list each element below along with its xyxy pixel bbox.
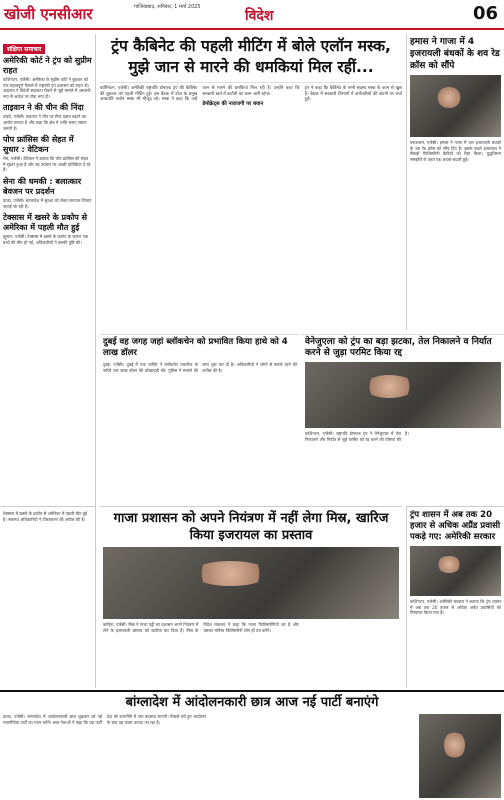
bangladesh-row [3, 714, 501, 798]
lead-body: वाशिंगटन, एजेंसी। अमेरिकी राष्ट्रपति डोनाल्ड ट्रंप की कैबिनेट की बुधवार को पहली मीटिंग हुई। इस बैठक में डोज के प्रमुख अरबपति एलॉन मस्क भी मौजूद रहे। मस्क ने कहा कि उन्हें जान से मारने की धमकियां मिल रही हैं। उन्होंने कहा कि सरकारी खर्च में कटौती का काम जारी रहेगा। [100, 86, 300, 103]
brief-body: ताइपे, एजेंसी। ताइवान ने चीन पर सैन्य दबाव बढ़ाने का आरोप लगाया है और कहा कि क्षेत्र में शांति बनाए रखना जरूरी है। [3, 114, 87, 131]
deportation-photo [410, 546, 501, 596]
newspaper-logo: खोजी एनसीआर [4, 5, 93, 23]
dubai-headline: दुबई वह जगह जहां ब्लॉकचेन को प्रभावित किया हाथे को 4 लाख डॉलर [103, 337, 288, 358]
deportation-headline: ट्रंप शासन में अब तक 20 हजार से अधिक अप्रैंड प्रवासी पकड़े गए: अमेरिकी सरकार [410, 510, 501, 542]
hamas-story [406, 34, 504, 330]
lead-story [100, 34, 402, 334]
gaza-story [100, 506, 402, 688]
brief-item [3, 177, 92, 209]
section-label: विदेश [245, 8, 274, 24]
brief-headline: अमेरिकी कोर्ट ने ट्रंप को सुप्रीम राहत [3, 56, 92, 75]
bangladesh-story [0, 690, 504, 800]
hamas-headline: हमास ने गाजा में 4 इजरायली बंधकों के शव रेड क्रॉस को सौंपे [410, 37, 500, 71]
student-leader-photo [419, 714, 501, 798]
venezuela-headline: वेनेजुएला को ट्रंप का बड़ा झटका, तेल निकालने व निर्यात करने से जुड़ा परमिट किया रद्द [305, 337, 492, 358]
brief-body: ह्यूस्टन, एजेंसी। टेक्सास में खसरे के प्रकोप के कारण एक बच्चे की मौत हो गई, अधिकारियों ने इसकी पुष्टि की। [3, 234, 89, 245]
lead-subhead: डेमोक्रेट्स की नाराजगी पर बयान [202, 101, 264, 108]
brief-item [3, 135, 92, 173]
sidebar-bottom [0, 506, 96, 688]
dubai-story [100, 334, 300, 504]
brief-body: वाशिंगटन, एजेंसी। अमेरिका के सुप्रीम कोर्ट ने बुधवार को एक महत्वपूर्ण फैसले में राष्ट्रपति ट्रंप प्रशासन को राहत दी। अदालत ने विदेशी सहायता रोकने से जुड़े मामले में अस्थायी रूप से आदेश पर रोक लगा दी। [3, 77, 91, 99]
masthead [0, 0, 504, 30]
dateline: गाजियाबाद, शनिवार, 1 मार्च 2025 [134, 4, 201, 10]
page-number: 06 [472, 3, 498, 24]
gaza-body: काहिरा, एजेंसी। मिस्र ने गाजा पट्टी का प्रशासन अपने नियंत्रण में लेने के इजरायली प्रस्ताव को खारिज कर दिया है। मिस्र के विदेश मंत्रालय ने कहा कि गाजा फिलिस्तीनियों का है और उसका भविष्य फिलिस्तीनी लोग ही तय करेंगे। [103, 622, 299, 633]
gaza-headline: गाजा प्रशासन को अपने नियंत्रण में नहीं लेगा मिस्र, खारिज किया इजरायल का प्रस्ताव [113, 511, 389, 543]
bangladesh-body: ढाका, एजेंसी। बांग्लादेश में आंदोलनकारी छात्र शुक्रवार को नई राजनीतिक पार्टी का गठन करेंगे। छात्र नेताओं ने कहा कि यह पार्टी देश की राजनीति में नया बदलाव लाएगी। पिछले वर्ष हुए आंदोलन के बाद यह कदम उठाया जा रहा है। [3, 714, 206, 725]
brief-item [3, 56, 92, 99]
sidebar-bottom-body: टेक्सास में खसरे के प्रकोप से अमेरिका में पहली मौत हुई है। स्वास्थ्य अधिकारियों ने टीकाकरण की अपील की है। [3, 511, 88, 522]
deportation-story [406, 506, 504, 688]
gaza-photo [103, 547, 399, 619]
lead-body-columns [100, 83, 402, 319]
dubai-body: दुबई, एजेंसी। दुबई में एक व्यक्ति ने ब्लॉकचेन तकनीक के जरिये चार लाख डॉलर की धोखाधड़ी की। पुलिस ने मामले की जांच शुरू कर दी है। अधिकारियों ने लोगों से सतर्क रहने की अपील की है। [103, 362, 297, 373]
lead-body-continued: ट्रंप ने कहा कि कैबिनेट के सभी सदस्य मस्क के काम से खुश हैं। बैठक में सरकारी विभागों में कर्मचारियों की छंटनी पर चर्चा हुई। [304, 86, 402, 103]
venezuela-story [302, 334, 504, 504]
venezuela-body: वाशिंगटन, एजेंसी। राष्ट्रपति डोनाल्ड ट्रंप ने वेनेजुएला में तेल निकालने और निर्यात से जुड़े परमिट को रद्द करने की घोषणा की है। [305, 431, 409, 442]
brief-headline: पोप फ्रांसिस की सेहत में सुधार : वेटिकन [3, 135, 74, 155]
brief-item [3, 213, 92, 245]
deportation-body: वाशिंगटन, एजेंसी। अमेरिकी सरकार ने बताया कि ट्रंप शासन में अब तक 20 हजार से अधिक अवैध प्रवासियों को गिरफ्तार किया गया है। [410, 599, 501, 616]
hostage-photo [410, 75, 501, 137]
brief-headline: टेक्सास में खसरे के प्रकोप से अमेरिका में पहली मौत हुई [3, 213, 88, 233]
brief-body: रोम, एजेंसी। वेटिकन ने बताया कि पोप फ्रांसिस की सेहत में सुधार हुआ है और वह उपचार पर अच्छी प्रतिक्रिया दे रहे हैं। [3, 156, 91, 173]
brief-item [3, 103, 92, 131]
sidebar-tag: संक्षिप्त समाचार [3, 44, 45, 54]
lead-headline: ट्रंप कैबिनेट की पहली मीटिंग में बोले एलॉन मस्क, मुझे जान से मारने की धमकियां मिल रहीं... [100, 34, 402, 83]
hamas-body: यरूशलम, एजेंसी। हमास ने गाजा में चार इजरायली बंधकों के शव रेड क्रॉस को सौंप दिए हैं। इसके बदले इजरायल ने सैकड़ों फिलिस्तीनी कैदियों को रिहा किया। युद्धविराम समझौते के तहत यह अदला-बदली हुई। [410, 140, 501, 162]
brief-headline: सेना की धमकी : बलात्कार बेवजन पर प्रदर्शन [3, 176, 82, 196]
trump-maduro-photo [305, 362, 501, 428]
brief-body: ढाका, एजेंसी। बांग्लादेश में सुरक्षा को लेकर लगातार चिंताएं जताई जा रही हैं। [3, 197, 92, 209]
brief-headline: ताइवान ने की चीन की निंदा [3, 103, 84, 113]
news-brief-sidebar [0, 34, 96, 506]
bangladesh-headline: बांग्लादेश में आंदोलनकारी छात्र आज नई पार्टी बनाएंगे [125, 695, 379, 710]
